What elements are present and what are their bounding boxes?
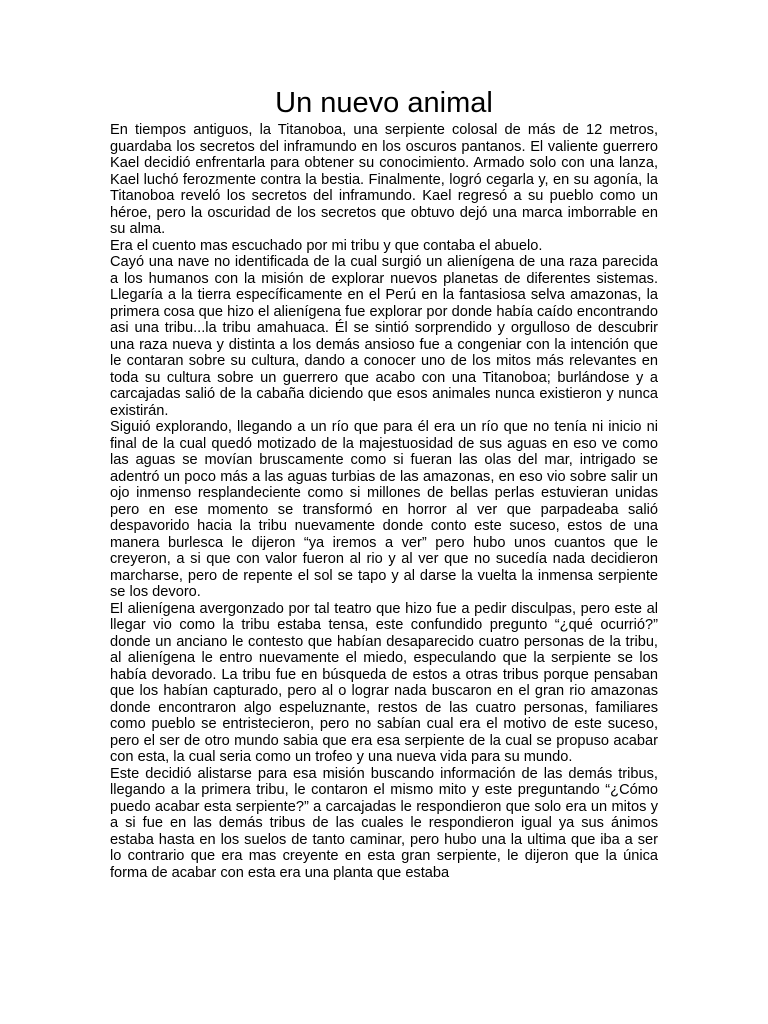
- document-body: [110, 84, 658, 881]
- paragraph-3: Cayó una nave no identificada de la cual surgió un alienígena de una raza parecida a los humanos con la misión de explorar nuevos planetas de diferentes sistemas. Llegaría a la tierra específicamente en el Perú en la fantasiosa selva amazonas, la primera cosa que hizo el alienígena fue explorar por donde había caído encontrando asi una tribu...la tribu amahuaca. Él se sintió sorprendido y orgulloso de descubrir una raza nueva y distinta a los demás ansioso fue a congeniar con la intención que le contaran sobre su cultura, dando a conocer uno de los mitos más relevantes en toda su cultura sobre un guerrero que acabo con una Titanoboa; burlándose y a carcajadas salió de la cabaña diciendo que esos animales nunca existieron y nunca existirán.: [110, 254, 658, 419]
- paragraph-2: Era el cuento mas escuchado por mi tribu y que contaba el abuelo.: [110, 237, 543, 254]
- paragraph-6: Este decidió alistarse para esa misión buscando información de las demás tribus, llegando a la primera tribu, le contaron el mismo mito y este preguntando “¿Cómo puedo acabar esta serpiente?” a carcajadas le respondieron que solo era un mitos y a si fue en las demás tribus de las cuales le respondieron igual ya sus ánimos estaba hasta en los suelos de tanto caminar, pero hubo una la ultima que iba a ser lo contrario que era mas creyente en esta gran serpiente, le dijeron que la única forma de acabar con esta era una planta que estaba: [110, 765, 658, 881]
- paragraph-4: Siguió explorando, llegando a un río que para él era un río que no tenía ni inicio ni final de la cual quedó motizado de la majestuosidad de sus aguas en eso ve como las aguas se movían bruscamente como si fueran las olas del mar, intrigado se adentró un poco más a las aguas turbias de las amazonas, en eso vio sobre salir un ojo inmenso resplandeciente como si millones de bellas perlas estuvieran unidas pero en ese momento se transformó en horror al ver que parpadeaba salió despavorido hacia la tribu nuevamente donde conto este suceso, estos de una manera burlesca le dijeron “ya iremos a ver” pero hubo unos cuantos que le creyeron, a si que con valor fueron al rio y al ver que no sucedía nada decidieron marcharse, pero de repente el sol se tapo y al darse la vuelta la inmensa serpiente se los devoro.: [110, 419, 658, 600]
- document-title: Un nuevo animal: [275, 87, 493, 119]
- paragraph-1: En tiempos antiguos, la Titanoboa, una serpiente colosal de más de 12 metros, guardaba los secretos del inframundo en los oscuros pantanos. El valiente guerrero Kael decidió enfrentarla para obtener su conocimiento. Armado solo con una lanza, Kael luchó ferozmente contra la bestia. Finalmente, logró cegarla y, en su agonía, la Titanoboa reveló los secretos del inframundo. Kael regresó a su pueblo como un héroe, pero la oscuridad de los secretos que obtuvo dejó una marca imborrable en su alma.: [110, 122, 658, 237]
- paragraph-5: El alienígena avergonzado por tal teatro que hizo fue a pedir disculpas, pero este al llegar vio como la tribu estaba tensa, este confundido pregunto “¿qué ocurrió?” donde un anciano le contesto que habían desaparecido cuatro personas de la tribu, al alienígena le entro nuevamente el miedo, especulando que la serpiente se los había devorado. La tribu fue en búsqueda de estos a otras tribus porque pensaban que los habían capturado, pero al o lograr nada buscaron en el gran rio amazonas donde encontraron algo espeluznante, restos de las cuatro personas, familiares como pueblo se entristecieron, pero no sabían cual era el motivo de este suceso, pero el ser de otro mundo sabia que era esa serpiente de la cual se propuso acabar con esta, la cual seria como un trofeo y una nueva vida para su mundo.: [110, 600, 658, 765]
